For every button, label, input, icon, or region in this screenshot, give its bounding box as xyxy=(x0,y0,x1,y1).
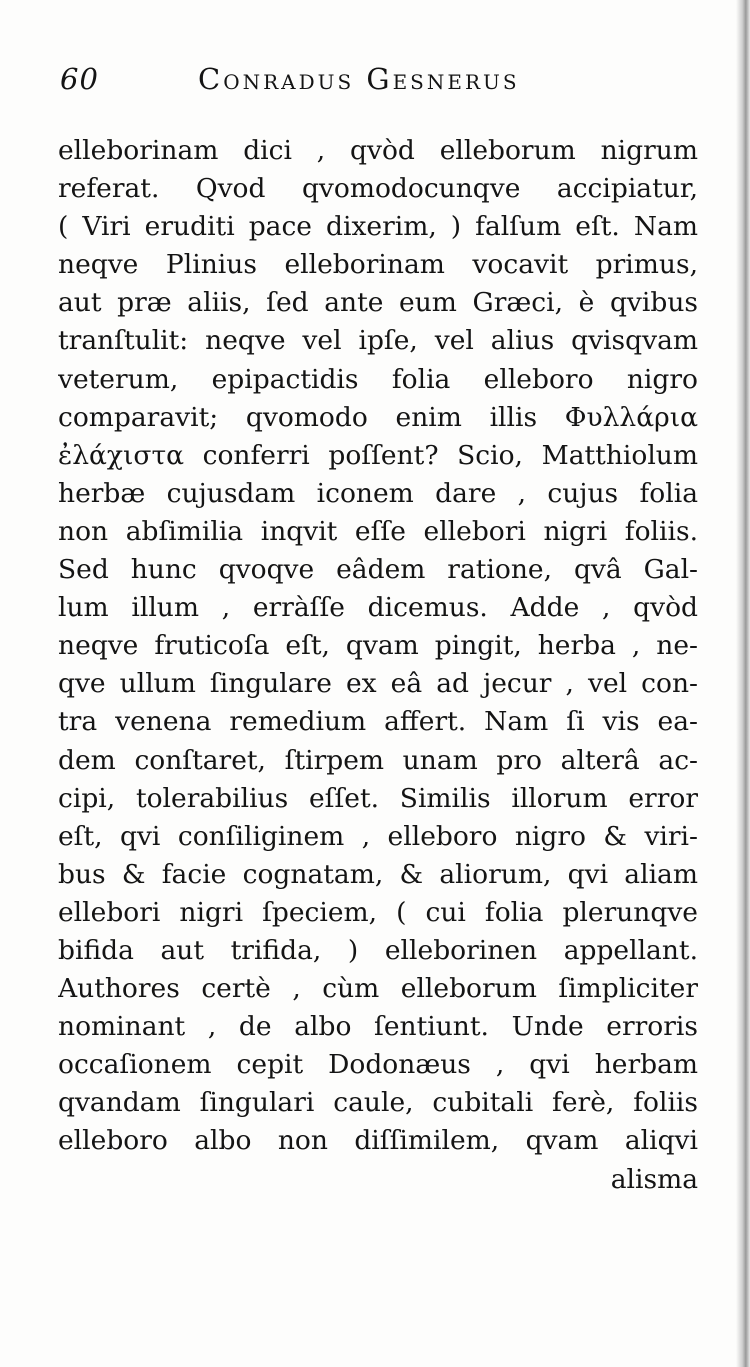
text-line-10: herbæ cujusdam iconem dare , cujus folia xyxy=(58,477,698,509)
text-line-21: ellebori nigri ſpeciem, ( cui folia plerunqve xyxy=(58,896,698,928)
text-line-26: qvandam ſingulari caule, cubitali ferè, foliis xyxy=(58,1087,698,1119)
page-header xyxy=(60,62,700,106)
text-line-20: bus & facie cognatam, & aliorum, qvi aliam xyxy=(58,858,698,890)
text-line-3: ( Viri eruditi pace dixerim, ) falſum eſt. Nam xyxy=(58,211,698,243)
text-line-24: nominant , de albo ſentiunt. Unde erroris xyxy=(58,1011,698,1043)
text-line-17: dem conſtaret, ſtirpem unam pro alterâ ac- xyxy=(58,744,698,776)
running-head: Conradus Gesnerus xyxy=(198,62,520,96)
text-line-22: bifida aut trifida, ) elleborinen appellant. xyxy=(58,934,698,966)
text-line-5: aut præ aliis, ſed ante eum Græci, è qvibus xyxy=(58,287,698,319)
text-line-16: tra venena remedium affert. Nam ſi vis ea- xyxy=(58,706,698,738)
text-line-7: veterum, epipactidis folia elleboro nigro xyxy=(58,363,698,395)
text-line-8: comparavit; qvomodo enim illis Φυλλάρια xyxy=(58,401,698,433)
text-line-27: elleboro albo non diſſimilem, qvam aliqvi xyxy=(58,1125,698,1157)
text-line-2: referat. Qvod qvomodocunqve accipiatur, xyxy=(58,173,698,205)
text-line-9: ἐλάχιστα conferri poſſent? Scio, Matthiolum xyxy=(58,439,698,471)
text-line-13: lum illum , erràſſe dicemus. Adde , qvòd xyxy=(58,592,698,624)
text-line-6: tranſtulit: neqve vel ipſe, vel alius qvisqvam xyxy=(58,325,698,357)
text-line-25: occaſionem cepit Dodonæus , qvi herbam xyxy=(58,1049,698,1081)
catchword: alisma xyxy=(610,1163,698,1195)
text-line-1: elleborinam dici , qvòd elleborum nigrum xyxy=(58,135,698,166)
text-line-14: neqve fruticoſa eſt, qvam pingit, herba , ne- xyxy=(58,630,698,662)
text-line-18: cipi, tolerabilius eſſet. Similis illorum error xyxy=(58,782,698,814)
text-line-12: Sed hunc qvoqve eâdem ratione, qvâ Gal- xyxy=(58,554,698,586)
text-line-19: eſt, qvi conſiliginem , elleboro nigro & viri- xyxy=(58,820,698,852)
text-line-15: qve ullum ſingulare ex eâ ad jecur , vel con- xyxy=(58,668,698,700)
text-line-23: Authores certè , cùm elleborum ſimpliciter xyxy=(58,973,698,1005)
page-edge-shadow xyxy=(736,0,750,1367)
text-line-4: neqve Plinius elleborinam vocavit primus, xyxy=(58,249,698,281)
text-line-11: non abſimilia inqvit eſſe ellebori nigri foliis. xyxy=(58,515,698,547)
body-text xyxy=(58,132,698,1199)
page-number: 60 xyxy=(60,62,99,96)
